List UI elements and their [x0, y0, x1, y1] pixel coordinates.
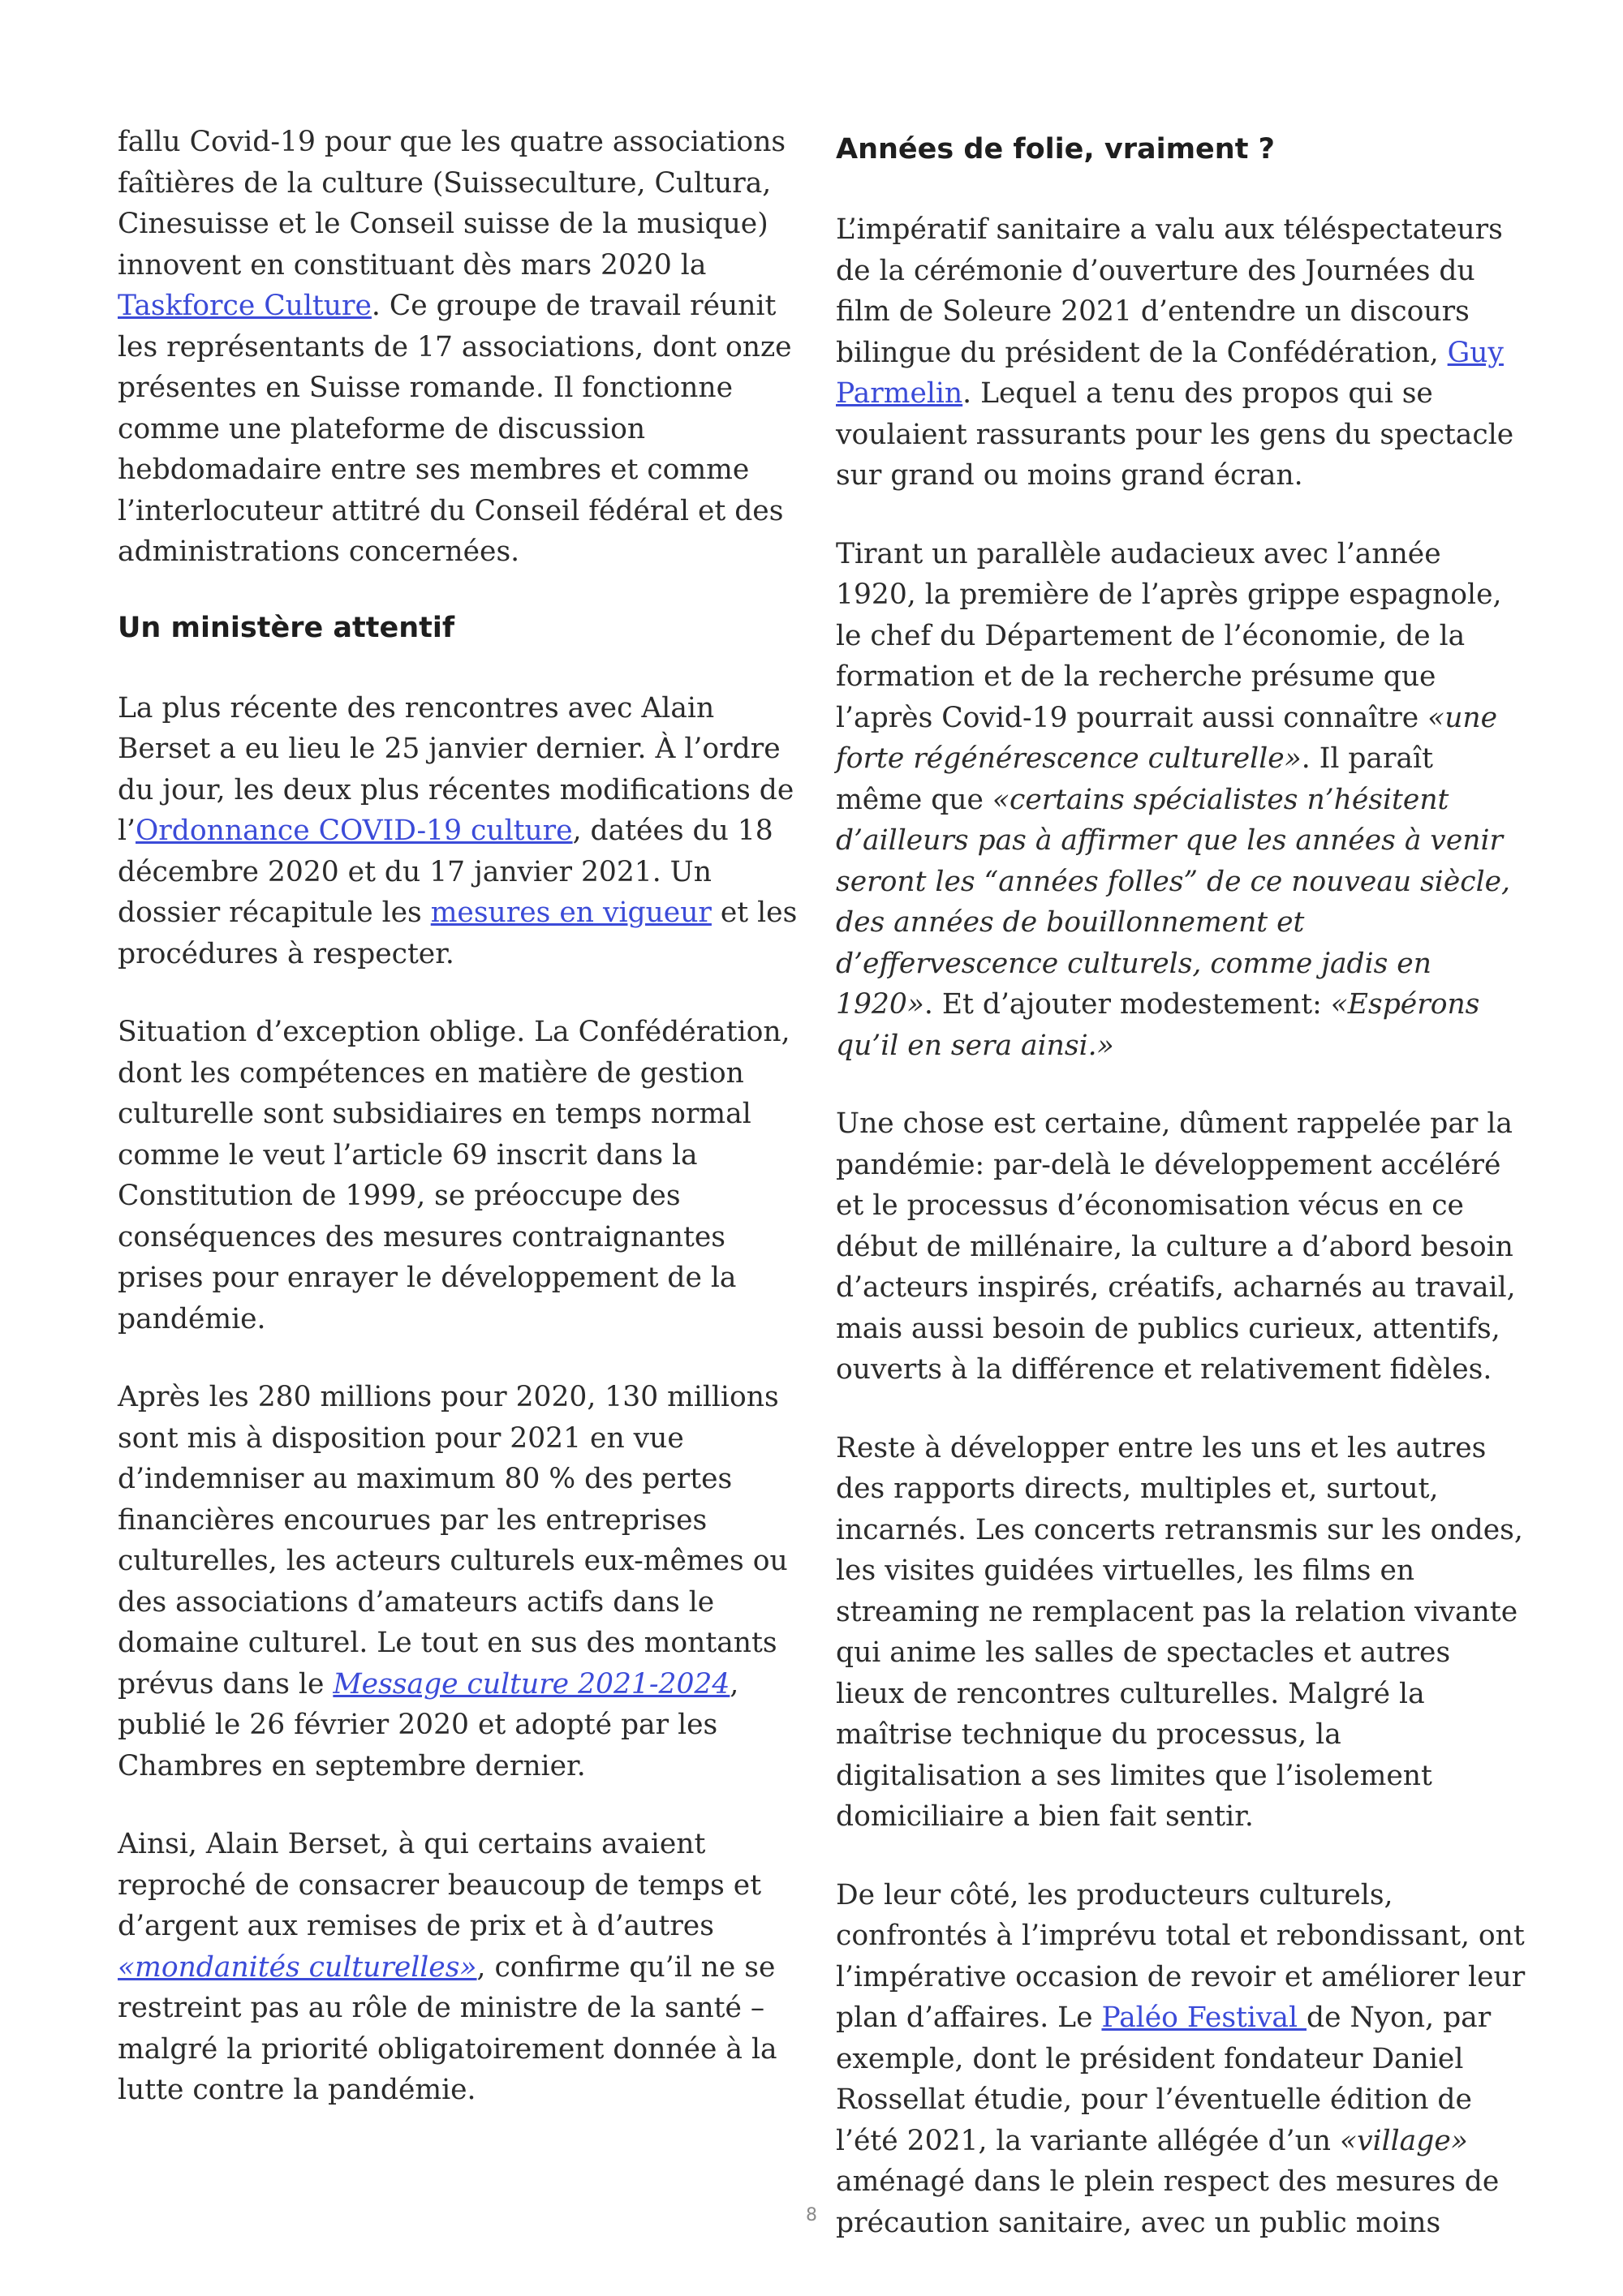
- right-column: [836, 122, 1526, 2281]
- paragraph: Une chose est certaine, dûment rappelée par la pandémie: par-delà le développement accéléré et le processus d’économisation vécus en ce début de millénaire, la culture a d’abord besoin d’acteurs inspirés, créatifs, acharnés au travail, mais aussi besoin de publics curieux, attentifs, ouverts à la différence et relativement fidèles.: [836, 1107, 1516, 1386]
- text-run: Après les 280 millions pour 2020, 130 millions sont mis à disposition pour 2021 en vue d’indemniser au maximum 80 % des pertes financières encourues par les entreprises culturelles, les acteurs culturels eux-mêmes ou des associations d’amateurs actifs dans le domaine culturel. Le tout en sus des montants prévus dans le: [118, 1381, 788, 1701]
- text-run: aménagé dans le plein respect des mesures de précaution sanitaire, avec un public moins: [836, 2165, 1500, 2239]
- mondanites-link[interactable]: [118, 1951, 477, 1984]
- paragraph: [118, 688, 799, 975]
- page-number: 8: [806, 2205, 817, 2225]
- link-text: Message culture 2021-2024: [333, 1667, 730, 1701]
- taskforce-culture-link[interactable]: Taskforce Culture: [118, 290, 372, 322]
- text-run: , publié le 26 février 2020 et adopté par les Chambres en septembre dernier.: [118, 1667, 739, 1782]
- paragraph: [118, 122, 799, 573]
- quote: «Espérons qu’il en sera ainsi.»: [836, 988, 1480, 1062]
- text-run: . Et d’ajouter modestement:: [923, 988, 1331, 1021]
- ordonnance-link[interactable]: Ordonnance COVID-19 culture: [136, 815, 573, 847]
- text-run: L’impératif sanitaire a valu aux téléspectateurs de la cérémonie d’ouverture des Journées du film de Soleure 2021 d’entendre un discours bilingue du président de la Confédération,: [836, 213, 1503, 369]
- paragraph: [118, 1377, 799, 1786]
- paleo-festival-link[interactable]: Paléo Festival: [1101, 2001, 1307, 2034]
- paragraph: Reste à développer entre les uns et les autres des rapports directs, multiples et, surtout, incarnés. Les concerts retransmis sur les ondes, les visites guidées virtuelles, les films en streaming ne remplacent pas la relation vivante qui anime les salles de spectacles et autres lieux de rencontres culturelles. Malgré la maîtrise technique du processus, la digitalisation a ses limites que l’isolement domiciliaire a bien fait sentir.: [836, 1431, 1523, 1833]
- text-run: . Ce groupe de travail réunit les représentants de 17 associations, dont onze présentes en Suisse romande. Il fonctionne comme une plateforme de discussion hebdomadaire entre ses membres et comme l’interlocuteur attitré du Conseil fédéral et des administrations concernées.: [118, 290, 792, 568]
- text-run: Tirant un parallèle audacieux avec l’année 1920, la première de l’après grippe espagnole, le chef du Département de l’économie, de la formation et de la recherche présume que l’après Covid-19 pourrait aussi connaître: [836, 537, 1502, 734]
- paragraph: [836, 209, 1526, 497]
- section-heading: Années de folie, vraiment ?: [836, 133, 1275, 166]
- section-heading: Un ministère attentif: [118, 611, 455, 644]
- paragraph: [836, 534, 1526, 1067]
- left-column: [118, 122, 799, 2148]
- text-run: De leur côté, les producteurs culturels, confrontés à l’imprévu total et rebondissant, ont l’impérative occasion de revoir et améliorer leur plan d’affaires. Le: [836, 1878, 1526, 2034]
- text-run: de Nyon, par exemple, dont le président fondateur Daniel Rossellat étudie, pour l’éventuelle édition de l’été 2021, la variante allégée d’un: [836, 2001, 1492, 2157]
- mesures-link[interactable]: mesures en vigueur: [430, 896, 712, 929]
- text-run: . Il paraît même que: [836, 742, 1433, 816]
- quote: «une forte régénérescence culturelle»: [836, 701, 1498, 775]
- link-text: «mondanités culturelles»: [118, 1950, 477, 1984]
- text-run: Ainsi, Alain Berset, à qui certains avaient reproché de consacrer beaucoup de temps et d’argent aux remises de prix et à d’autres: [118, 1828, 762, 1942]
- text-run: et les procédures à respecter.: [118, 896, 798, 970]
- paragraph: [118, 1824, 799, 2111]
- paragraph: Situation d’exception oblige. La Confédération, dont les compétences en matière de gestion culturelle sont subsidiaires en temps normal comme le veut l’article 69 inscrit dans la Constitution de 1999, se préoccupe des conséquences des mesures contraignantes prises pour enrayer le développement de la pandémie.: [118, 1016, 790, 1335]
- guy-parmelin-link[interactable]: Guy Parmelin: [836, 336, 1504, 410]
- text-run: , datées du 18 décembre 2020 et du 17 janvier 2021. Un dossier récapitule les: [118, 815, 773, 929]
- quote: «village»: [1339, 2124, 1468, 2157]
- text-run: La plus récente des rencontres avec Alain Berset a eu lieu le 25 janvier dernier. À l’ordre du jour, les deux plus récentes modifications de l’: [118, 691, 794, 847]
- text-run: , confirme qu’il ne se restreint pas au rôle de ministre de la santé – malgré la priorité obligatoirement donnée à la lutte contre la pandémie.: [118, 1950, 777, 2106]
- quote: «certains spécialistes n’hésitent d’ailleurs pas à affirmer que les années à venir seront les “années folles” de ce nouveau siècle, des années de bouillonnement et d’effervescence culturels, comme jadis en 1920»: [836, 783, 1510, 1021]
- text-run: fallu Covid-19 pour que les quatre associations faîtières de la culture (Suisseculture, Cultura, Cinesuisse et le Conseil suisse de la musique) innovent en constituant dès mars 2020 la: [118, 126, 786, 282]
- text-run: . Lequel a tenu des propos qui se voulaient rassurants pour les gens du spectacle sur grand ou moins grand écran.: [836, 377, 1514, 492]
- paragraph: [836, 1875, 1526, 2244]
- message-culture-link[interactable]: [333, 1668, 730, 1701]
